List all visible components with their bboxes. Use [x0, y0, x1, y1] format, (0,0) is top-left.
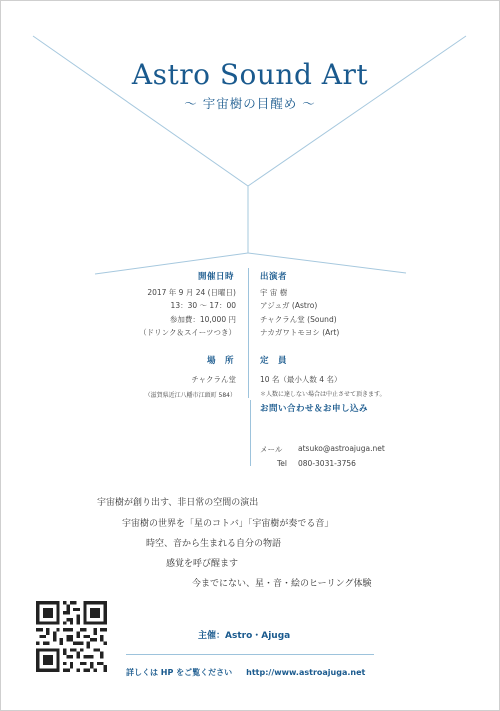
performer-item: チャクラん堂 (Sound)	[260, 315, 337, 324]
message-line: 宇宙樹が創り出す、非日常の空間の演出	[97, 498, 259, 508]
performer-item: アジュガ (Astro)	[260, 301, 318, 310]
message-line: 今までにない、星・音・絵のヒーリング体験	[192, 579, 372, 589]
event-place: チャクラん堂	[191, 375, 236, 384]
event-address: （滋賀県近江八幡市江頭町 584）	[144, 392, 236, 399]
event-title: Astro Sound Art	[131, 58, 369, 91]
event-fee: 参加費：10,000 円	[169, 315, 236, 324]
qr-code[interactable]	[36, 601, 107, 672]
tel-number: 080-3031-3756	[298, 459, 356, 468]
event-time: 13：30 ～ 17：00	[170, 301, 236, 310]
performers-label: 出演者	[260, 272, 288, 282]
performer-item: 宇 宙 樹	[260, 288, 288, 297]
tel-label: Tel	[277, 459, 288, 468]
message-line: 時空、音から生まれる自分の物語	[146, 539, 282, 549]
contact-divider	[250, 400, 251, 466]
organizer: 主催：Astro・Ajuga	[198, 631, 291, 641]
message-line: 感覚を呼び醒ます	[166, 559, 239, 569]
place-label: 場 所	[207, 356, 235, 366]
event-date: 2017 年 9 月 24 (日曜日)	[147, 288, 236, 297]
website-link[interactable]: http://www.astroajuga.net	[246, 668, 366, 677]
footer-text: 詳しくは HP をご覧ください	[126, 668, 233, 677]
event-subtitle: ～ 宇宙樹の目醒め ～	[184, 96, 316, 111]
footer-divider	[126, 654, 374, 655]
mail-label: メール	[260, 445, 283, 454]
message-line: 宇宙樹の世界を「星のコトバ」「宇宙樹が奏でる音」	[122, 519, 334, 529]
date-label: 開催日時	[198, 272, 235, 282]
capacity-note: ＊人数に達しない場合は中止させて頂きます。	[260, 391, 386, 398]
fee-note: （ドリンク＆スイーツつき）	[139, 328, 236, 337]
mail-address[interactable]: atsuko@astroajuga.net	[298, 444, 385, 453]
capacity-label: 定 員	[260, 356, 288, 366]
performer-item: ナカガワトモヨシ (Art)	[260, 328, 340, 337]
center-divider	[248, 268, 249, 398]
capacity-value: 10 名（最小人数 4 名）	[260, 375, 342, 384]
footer	[126, 667, 365, 678]
contact-label: お問い合わせ＆お申し込み	[260, 404, 369, 414]
